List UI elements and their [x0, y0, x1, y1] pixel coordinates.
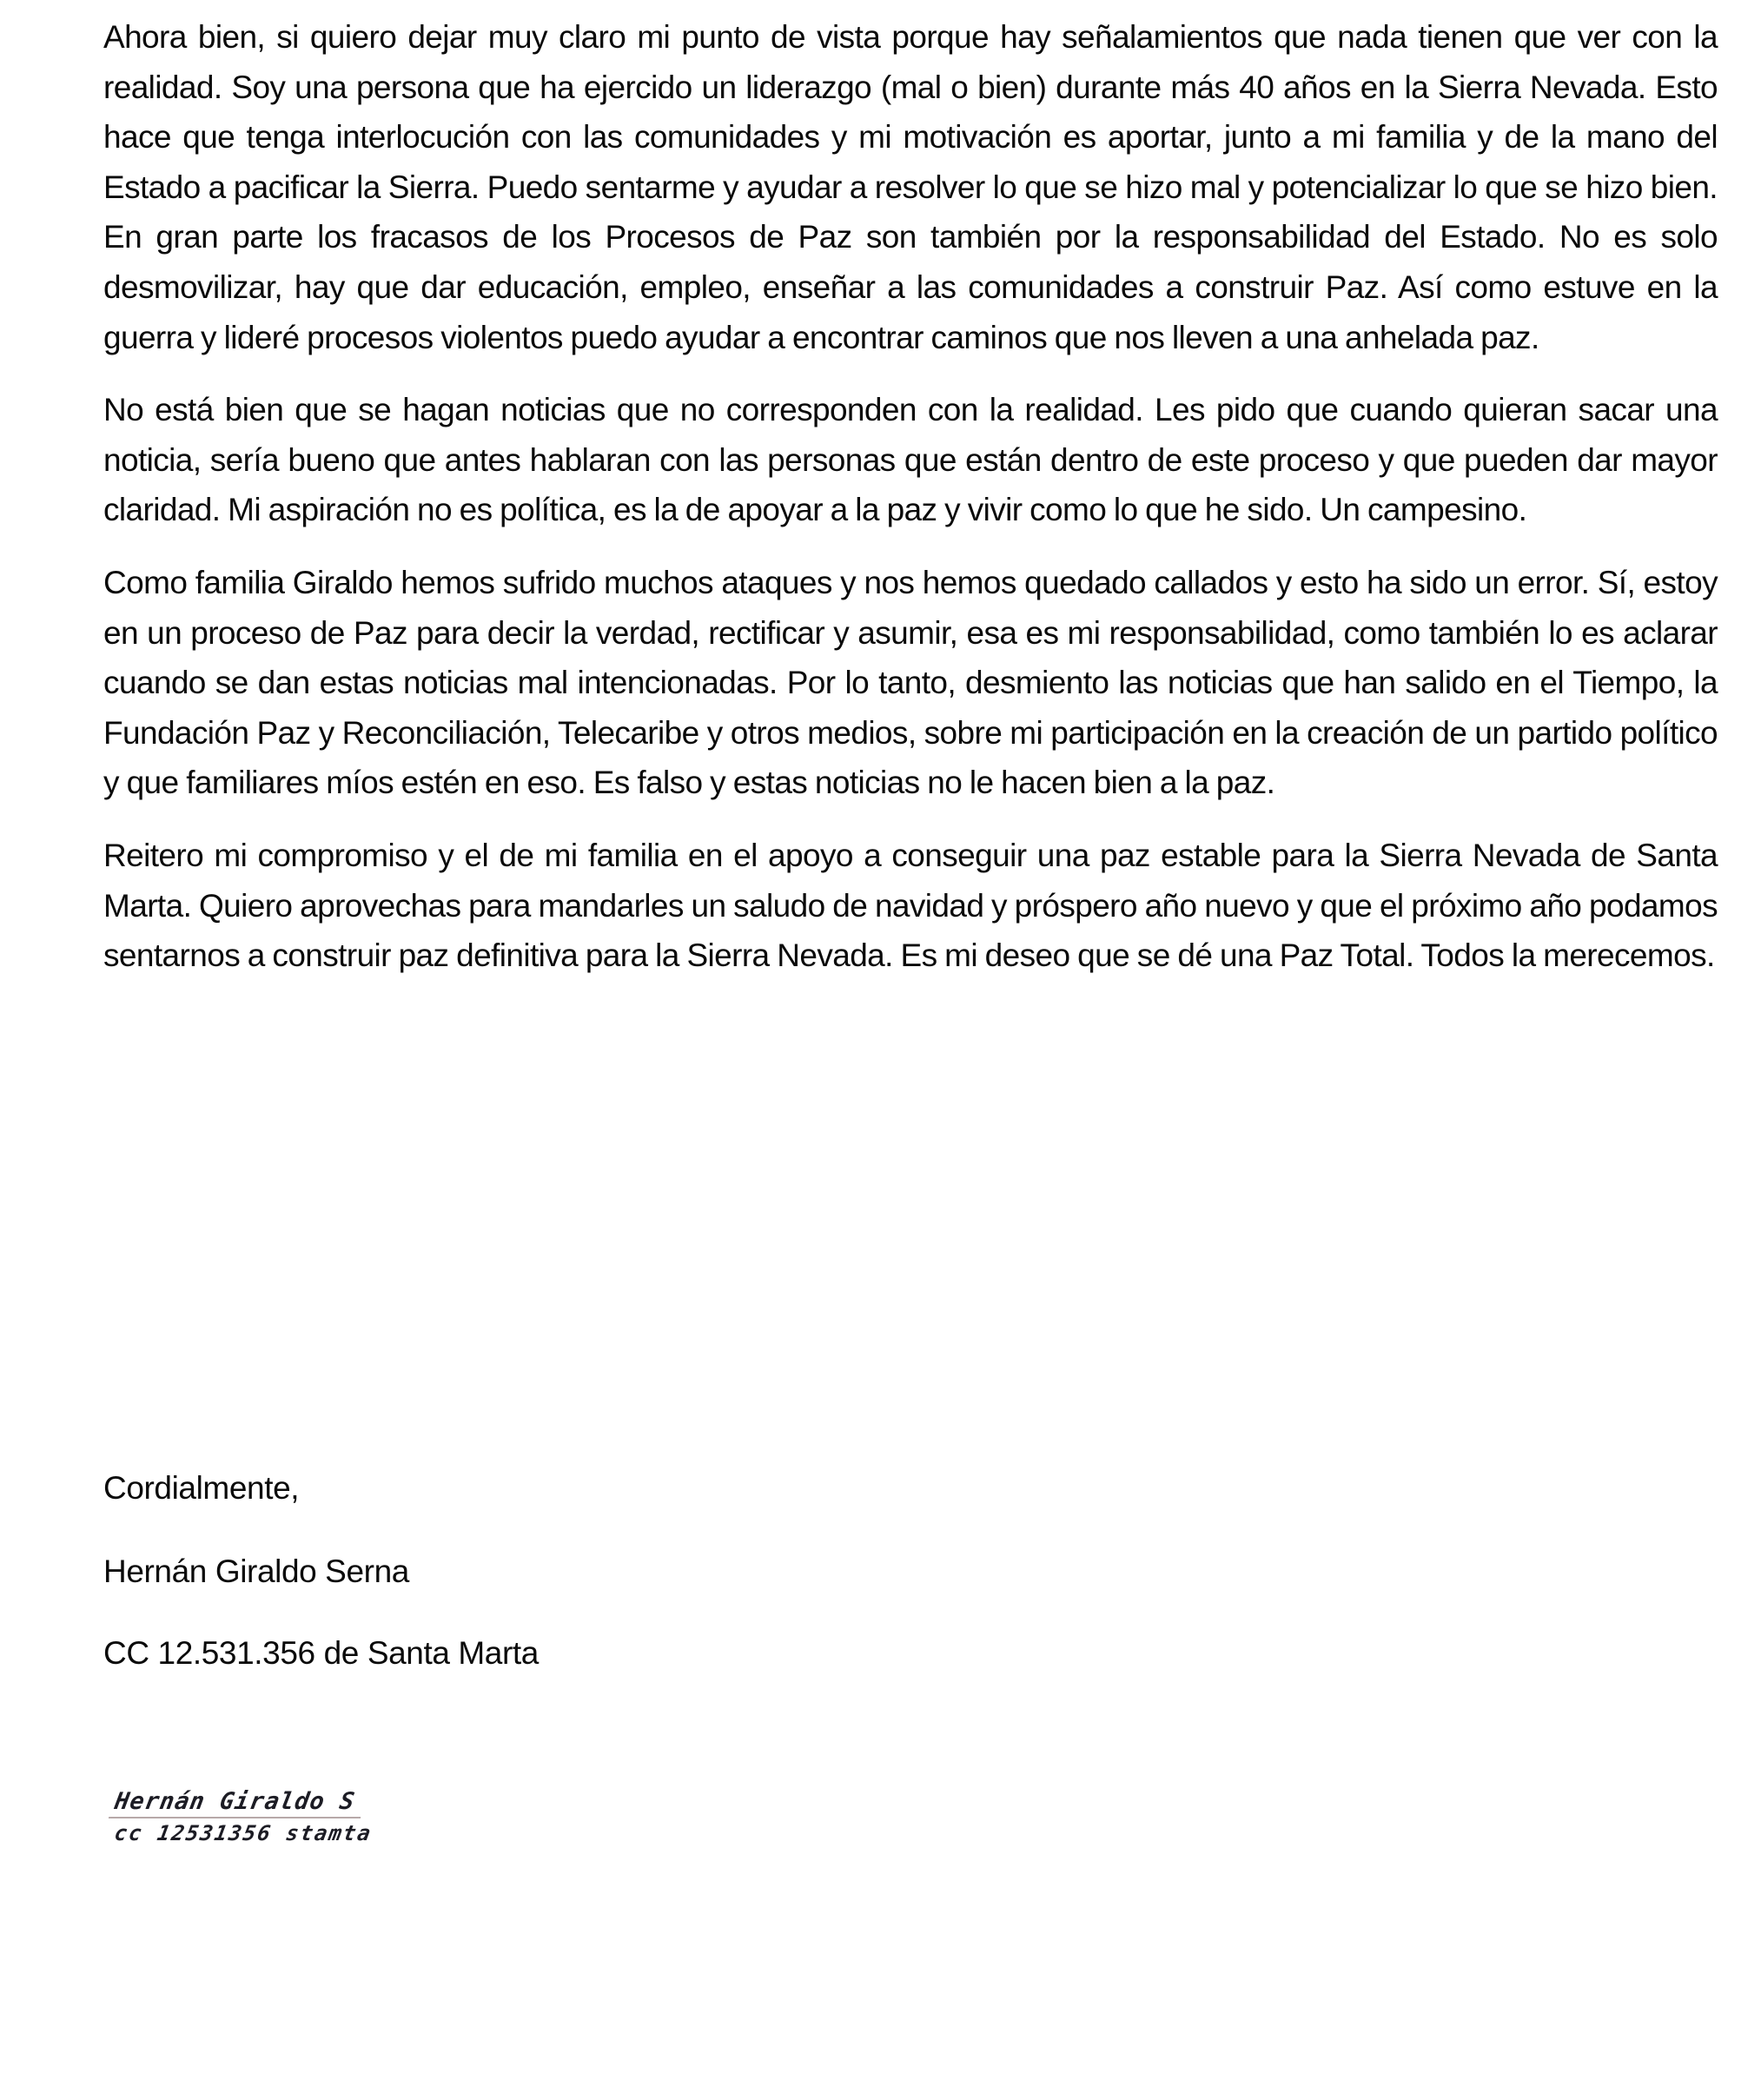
closing-salutation: Cordialmente, — [103, 1470, 300, 1506]
signer-name: Hernán Giraldo Serna — [103, 1553, 409, 1589]
signature-underline — [109, 1817, 361, 1818]
paragraph-4: Reitero mi compromiso y el de mi familia en el apoyo a conseguir una paz estable para la Sierra Nevada de Santa Marta. Quiero aprovechas para mandarles un saludo de navidad y próspero año nuevo y que el próximo año podamos sentarnos a construir paz definitiva para la Sierra Nevada. Es mi deseo que se dé una Paz Total. Todos la merecemos. — [103, 837, 1718, 974]
signature-name-line: Hernán Giraldo S — [112, 1788, 358, 1815]
letter-body — [103, 12, 1718, 1004]
paragraph-2: No está bien que se hagan noticias que no corresponden con la realidad. Les pido que cuando quieran sacar una noticia, sería bueno que antes hablaran con las personas que están dentro de este proceso y que pueden dar mayor claridad. Mi aspiración no es política, es la de apoyar a la paz y vivir como lo que he sido. Un campesino. — [103, 392, 1718, 528]
handwritten-signature — [102, 1788, 513, 1858]
paragraph-1: Ahora bien, si quiero dejar muy claro mi punto de vista porque hay señalamientos que nada tienen que ver con la realidad. Soy una persona que ha ejercido un liderazgo (mal o bien) durante más 40 años en la Sierra Nevada. Esto hace que tenga interlocución con las comunidades y mi motivación es aportar, junto a mi familia y de la mano del Estado a pacificar la Sierra. Puedo sentarme y ayudar a resolver lo que se hizo mal y potencializar lo que se hizo bien. En gran parte los fracasos de los Procesos de Paz son también por la responsabilidad del Estado. No es solo desmovilizar, hay que dar educación, empleo, enseñar a las comunidades a construir Paz. Así como estuve en la guerra y lideré procesos violentos puedo ayudar a encontrar caminos que nos lleven a una anhelada paz. — [103, 19, 1718, 355]
paragraph-3: Como familia Giraldo hemos sufrido muchos ataques y nos hemos quedado callados y esto ha sido un error. Sí, estoy en un proceso de Paz para decir la verdad, rectificar y asumir, esa es mi responsabilidad, como también lo es aclarar cuando se dan estas noticias mal intencionadas. Por lo tanto, desmiento las noticias que han salido en el Tiempo, la Fundación Paz y Reconciliación, Telecaribe y otros medios, sobre mi participación en la creación de un partido político y que familiares míos estén en eso. Es falso y estas noticias no le hacen bien a la paz. — [103, 564, 1718, 801]
signer-id: CC 12.531.356 de Santa Marta — [103, 1635, 539, 1671]
signature-id-line: cc 12531356 stamta — [112, 1821, 374, 1845]
